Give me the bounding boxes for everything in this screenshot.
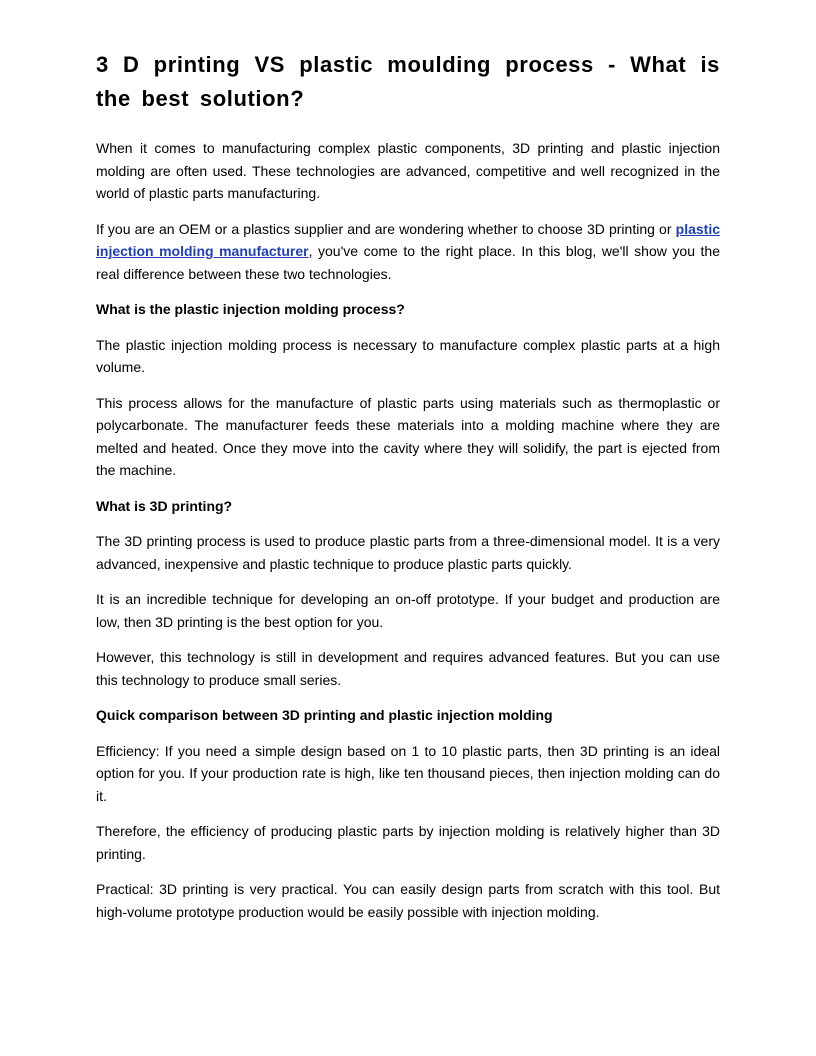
injection-section-heading: What is the plastic injection molding process? [96,301,405,317]
oem-paragraph [96,218,720,286]
comparison-paragraph-practical: Practical: 3D printing is very practical. You can easily design parts from scratch with this tool. But high-volume prototype production would be easily possible with injection molding. [96,881,720,920]
comparison-paragraph-therefore: Therefore, the efficiency of producing plastic parts by injection molding is relatively higher than 3D printing. [96,823,720,862]
document-page [96,48,720,936]
3d-printing-paragraph-1: The 3D printing process is used to produce plastic parts from a three-dimensional model. It is a very advanced, inexpensive and plastic technique to produce plastic parts quickly. [96,533,720,572]
oem-text-before: If you are an OEM or a plastics supplier and are wondering whether to choose 3D printing or [96,220,676,237]
intro-paragraph: When it comes to manufacturing complex plastic components, 3D printing and plastic injection molding are often used. These technologies are advanced, competitive and well recognized in the world of plastic parts manufacturing. [96,140,720,201]
document-title: 3 D printing VS plastic moulding process - What is the best solution? [96,52,720,111]
injection-paragraph-1: The plastic injection molding process is necessary to manufacture complex plastic parts at a high volume. [96,336,720,375]
3d-printing-section-heading: What is 3D printing? [96,497,233,514]
injection-molding-manufacturer-link[interactable]: plastic injection molding manufacturer [96,220,720,259]
comparison-paragraph-efficiency: Efficiency: If you need a simple design based on 1 to 10 plastic parts, then 3D printing is an ideal option for you. If your production rate is high, like ten thousand pieces, then injection molding can do it. [96,742,720,804]
comparison-section-heading: Quick comparison between 3D printing and plastic injection molding [96,707,553,723]
3d-printing-paragraph-3: However, this technology is still in development and requires advanced features. But you can use this technology to produce small series. [96,649,720,688]
oem-text-after: , you've come to the right place. In this blog, we'll show you the real difference between these two technologies. [96,243,720,282]
3d-printing-paragraph-2: It is an incredible technique for developing an on-off prototype. If your budget and production are low, then 3D printing is the best option for you. [96,591,720,630]
injection-paragraph-2: This process allows for the manufacture of plastic parts using materials such as thermoplastic or polycarbonate. The manufacturer feeds these materials into a molding machine where they are melted and heated. Once they move into the cavity where they will solidify, the part is ejected from the machine. [96,394,720,478]
